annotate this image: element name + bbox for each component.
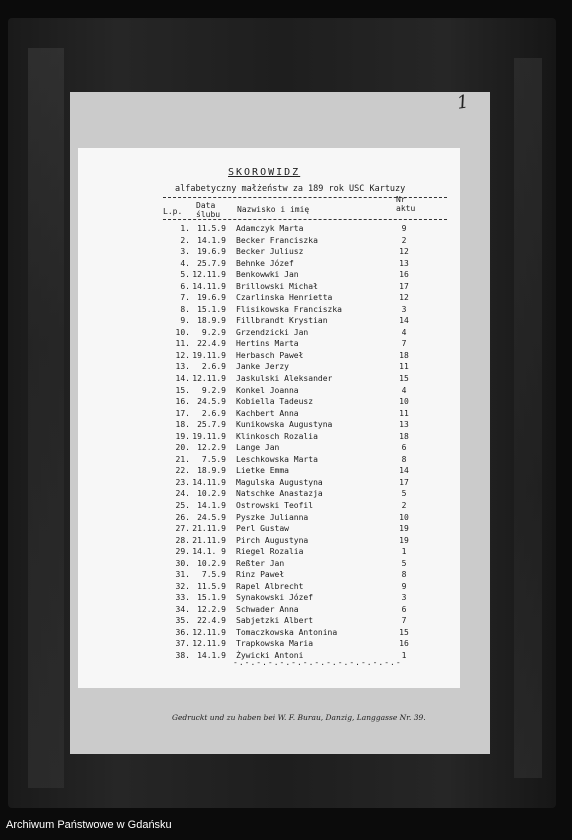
row-act-number: 3 <box>401 304 407 314</box>
header-bottom-rule <box>163 219 447 220</box>
document-title: SKOROWIDZ <box>228 167 301 178</box>
row-number: 3. <box>180 247 190 257</box>
table-row <box>0 628 572 639</box>
row-number: 16. <box>175 397 190 407</box>
row-act-number: 3 <box>401 593 407 603</box>
row-act-number: 19 <box>399 535 409 545</box>
table-row <box>0 478 572 489</box>
header-lp: L.p. <box>163 207 183 216</box>
row-name: Fillbrandt Krystian <box>236 316 328 326</box>
row-number: 19. <box>175 431 190 441</box>
row-act-number: 14 <box>399 316 409 326</box>
row-date: 19.11.9 <box>192 431 226 441</box>
row-number: 27. <box>175 524 190 534</box>
row-name: Leschkowska Marta <box>236 454 318 464</box>
row-act-number: 1 <box>401 547 407 557</box>
table-row <box>0 397 572 408</box>
row-act-number: 7 <box>401 339 407 349</box>
row-act-number: 11 <box>399 362 409 372</box>
row-number: 22. <box>175 466 190 476</box>
table-row <box>0 259 572 270</box>
row-name: Magulska Augustyna <box>236 477 323 487</box>
row-number: 6. <box>180 281 190 291</box>
row-act-number: 4 <box>401 327 407 337</box>
table-row <box>0 316 572 327</box>
row-act-number: 15 <box>399 627 409 637</box>
table-row <box>0 374 572 385</box>
row-act-number: 17 <box>399 281 409 291</box>
header-nr-line2: aktu <box>396 204 416 213</box>
row-act-number: 5 <box>401 558 407 568</box>
row-name: Trapkowska Maria <box>236 639 314 649</box>
row-act-number: 12 <box>399 247 409 257</box>
row-date: 15.1.9 <box>197 304 226 314</box>
table-row <box>0 247 572 258</box>
end-marker: -.-.-.-.-.-.-.-.-.-.-.-.-.-.- <box>233 658 402 667</box>
row-name: Hertins Marta <box>236 339 299 349</box>
row-date: 10.2.9 <box>197 489 226 499</box>
table-row <box>0 524 572 535</box>
row-date: 19.6.9 <box>197 293 226 303</box>
row-act-number: 16 <box>399 639 409 649</box>
row-number: 9. <box>180 316 190 326</box>
row-number: 20. <box>175 443 190 453</box>
table-row <box>0 455 572 466</box>
row-name: Kachbert Anna <box>236 408 299 418</box>
table-row <box>0 570 572 581</box>
row-number: 1. <box>180 224 190 233</box>
row-date: 22.4.9 <box>197 339 226 349</box>
row-name: Grzendzicki Jan <box>236 327 309 337</box>
table-row <box>0 328 572 339</box>
row-number: 25. <box>175 500 190 510</box>
row-number: 38. <box>175 650 190 660</box>
row-number: 31. <box>175 570 190 580</box>
row-date: 22.4.9 <box>197 616 226 626</box>
row-act-number: 10 <box>399 397 409 407</box>
row-date: 14.11.9 <box>192 477 226 487</box>
row-number: 4. <box>180 258 190 268</box>
row-act-number: 2 <box>401 235 407 245</box>
row-date: 10.2.9 <box>197 558 226 568</box>
row-name: Rinz Paweł <box>236 570 285 580</box>
row-date: 25.7.9 <box>197 258 226 268</box>
folio-number: 1 <box>455 91 470 114</box>
row-name: Reßter Jan <box>236 558 285 568</box>
row-date: 21.11.9 <box>192 535 226 545</box>
row-act-number: 12 <box>399 293 409 303</box>
row-date: 14.1.9 <box>197 650 226 660</box>
row-date: 12.11.9 <box>192 374 226 384</box>
row-name: Lange Jan <box>236 443 280 453</box>
table-row <box>0 339 572 350</box>
row-act-number: 6 <box>401 604 407 614</box>
row-date: 12.11.9 <box>192 270 226 280</box>
header-nr-line1: Nr <box>396 195 406 204</box>
row-act-number: 4 <box>401 385 407 395</box>
row-number: 13. <box>175 362 190 372</box>
row-number: 5. <box>180 270 190 280</box>
header-name: Nazwisko i imię <box>237 205 310 214</box>
row-date: 25.7.9 <box>197 420 226 430</box>
row-number: 21. <box>175 454 190 464</box>
row-name: Kunikowska Augustyna <box>236 420 333 430</box>
row-name: Becker Juliusz <box>236 247 304 257</box>
table-row <box>0 639 572 650</box>
table-row <box>0 224 572 235</box>
row-name: Adamczyk Marta <box>236 224 304 233</box>
table-row <box>0 282 572 293</box>
archive-watermark: Archiwum Państwowe w Gdańsku <box>6 819 172 831</box>
row-name: Brillowski Michał <box>236 281 318 291</box>
row-name: Herbasch Paweł <box>236 350 304 360</box>
row-name: Flisikowska Franciszka <box>236 304 342 314</box>
row-number: 33. <box>175 593 190 603</box>
row-name: Sabjetzki Albert <box>236 616 314 626</box>
row-act-number: 9 <box>401 581 407 591</box>
table-row <box>0 351 572 362</box>
table-row <box>0 547 572 558</box>
row-name: Ostrowski Teofil <box>236 500 314 510</box>
table-row <box>0 489 572 500</box>
row-date: 24.5.9 <box>197 512 226 522</box>
row-number: 29. <box>175 547 190 557</box>
row-date: 11.5.9 <box>197 581 226 591</box>
row-number: 2. <box>180 235 190 245</box>
row-number: 23. <box>175 477 190 487</box>
row-act-number: 19 <box>399 524 409 534</box>
row-name: Lietke Emma <box>236 466 289 476</box>
row-act-number: 7 <box>401 616 407 626</box>
row-act-number: 17 <box>399 477 409 487</box>
row-act-number: 15 <box>399 374 409 384</box>
row-act-number: 6 <box>401 443 407 453</box>
row-act-number: 14 <box>399 466 409 476</box>
row-name: Janke Jerzy <box>236 362 289 372</box>
row-name: Konkel Joanna <box>236 385 299 395</box>
row-name: Natschke Anastazja <box>236 489 323 499</box>
table-row <box>0 236 572 247</box>
row-act-number: 9 <box>401 224 407 233</box>
row-number: 15. <box>175 385 190 395</box>
document-subtitle: alfabetyczny małżeństw za 189 rok USC Kartuzy <box>175 184 406 194</box>
table-row <box>0 616 572 627</box>
row-date: 11.5.9 <box>197 224 226 233</box>
row-act-number: 8 <box>401 454 407 464</box>
row-date: 2.6.9 <box>201 362 226 372</box>
table-row <box>0 362 572 373</box>
table-row <box>0 386 572 397</box>
row-date: 9.2.9 <box>201 385 226 395</box>
row-act-number: 2 <box>401 500 407 510</box>
row-date: 18.9.9 <box>197 316 226 326</box>
row-number: 18. <box>175 420 190 430</box>
row-date: 14.11.9 <box>192 281 226 291</box>
table-row <box>0 420 572 431</box>
row-act-number: 13 <box>399 420 409 430</box>
table-row <box>0 305 572 316</box>
row-act-number: 16 <box>399 270 409 280</box>
row-name: Becker Franciszka <box>236 235 318 245</box>
table-row <box>0 559 572 570</box>
row-date: 12.2.9 <box>197 443 226 453</box>
row-act-number: 1 <box>401 650 407 660</box>
row-act-number: 18 <box>399 350 409 360</box>
row-number: 32. <box>175 581 190 591</box>
row-date: 19.11.9 <box>192 350 226 360</box>
row-name: Perl Gustaw <box>236 524 289 534</box>
row-date: 9.2.9 <box>201 327 226 337</box>
row-date: 24.5.9 <box>197 397 226 407</box>
row-number: 11. <box>175 339 190 349</box>
row-name: Czarlinska Henrietta <box>236 293 333 303</box>
row-date: 15.1.9 <box>197 593 226 603</box>
table-row <box>0 293 572 304</box>
header-date-line2: ślubu <box>196 210 221 219</box>
row-name: Pirch Augustyna <box>236 535 309 545</box>
printer-footer: Gedruckt und zu haben bei W. F. Burau, Danzig, Langgasse Nr. 39. <box>172 713 426 722</box>
row-number: 7. <box>180 293 190 303</box>
row-date: 12.2.9 <box>197 604 226 614</box>
row-number: 26. <box>175 512 190 522</box>
row-date: 12.11.9 <box>192 639 226 649</box>
row-date: 7.5.9 <box>201 570 226 580</box>
row-act-number: 5 <box>401 489 407 499</box>
row-date: 19.6.9 <box>197 247 226 257</box>
row-number: 17. <box>175 408 190 418</box>
row-date: 7.5.9 <box>201 454 226 464</box>
table-row <box>0 409 572 420</box>
row-name: Jaskulski Aleksander <box>236 374 333 384</box>
row-number: 8. <box>180 304 190 314</box>
row-name: Riegel Rozalia <box>236 547 304 557</box>
row-number: 30. <box>175 558 190 568</box>
row-date: 14.1.9 <box>197 500 226 510</box>
row-name: Żywicki Antoni <box>236 650 304 660</box>
table-row <box>0 593 572 604</box>
row-number: 37. <box>175 639 190 649</box>
table-row <box>0 270 572 281</box>
row-act-number: 10 <box>399 512 409 522</box>
row-number: 34. <box>175 604 190 614</box>
row-name: Synakowski Józef <box>236 593 314 603</box>
table-row <box>0 513 572 524</box>
row-number: 28. <box>175 535 190 545</box>
row-date: 21.11.9 <box>192 524 226 534</box>
row-name: Klinkosch Rozalia <box>236 431 318 441</box>
row-number: 12. <box>175 350 190 360</box>
row-name: Pyszke Julianna <box>236 512 309 522</box>
row-act-number: 18 <box>399 431 409 441</box>
row-name: Kobiella Tadeusz <box>236 397 314 407</box>
row-act-number: 11 <box>399 408 409 418</box>
row-act-number: 13 <box>399 258 409 268</box>
table-row <box>0 432 572 443</box>
row-name: Benkowwki Jan <box>236 270 299 280</box>
table-row <box>0 536 572 547</box>
row-number: 14. <box>175 374 190 384</box>
row-date: 12.11.9 <box>192 627 226 637</box>
row-date: 18.9.9 <box>197 466 226 476</box>
row-name: Schwader Anna <box>236 604 299 614</box>
row-date: 14.1. 9 <box>192 547 226 557</box>
table-row <box>0 443 572 454</box>
table-row <box>0 605 572 616</box>
table-row <box>0 501 572 512</box>
row-name: Tomaczkowska Antonina <box>236 627 338 637</box>
row-number: 10. <box>175 327 190 337</box>
row-number: 24. <box>175 489 190 499</box>
table-row <box>0 582 572 593</box>
row-name: Rapel Albrecht <box>236 581 304 591</box>
row-name: Behnke Józef <box>236 258 294 268</box>
row-date: 2.6.9 <box>201 408 226 418</box>
row-date: 14.1.9 <box>197 235 226 245</box>
table-row <box>0 466 572 477</box>
row-act-number: 8 <box>401 570 407 580</box>
header-date-line1: Data <box>196 201 216 210</box>
row-number: 36. <box>175 627 190 637</box>
row-number: 35. <box>175 616 190 626</box>
